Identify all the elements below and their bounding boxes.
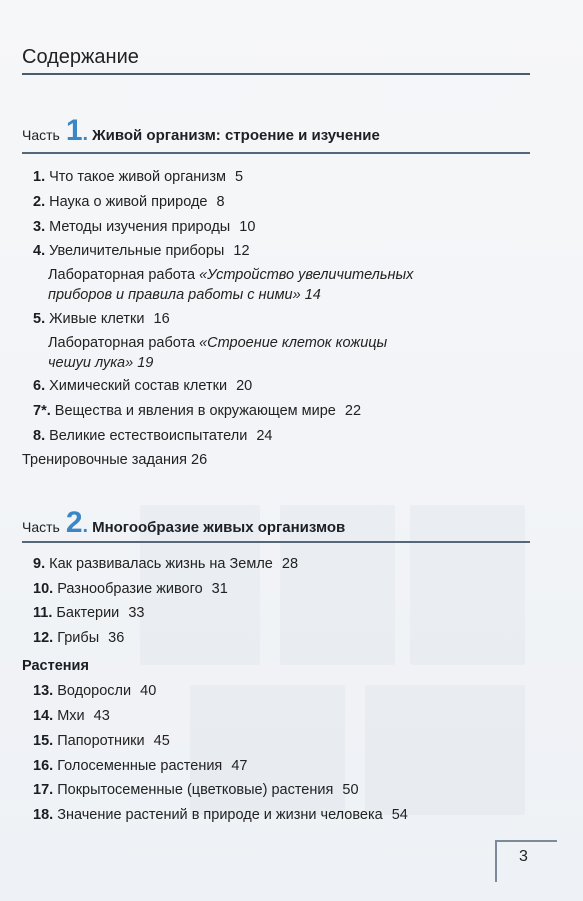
entry-page: 40 xyxy=(140,683,157,699)
entry-number: 11. xyxy=(33,605,53,621)
entry-page: 33 xyxy=(128,605,145,621)
lab-prefix: Лабораторная работа xyxy=(48,267,196,283)
entry-title: Грибы xyxy=(57,630,100,646)
part-1-heading xyxy=(22,116,380,146)
entry-page: 12 xyxy=(233,243,250,259)
lab-prefix: Лабораторная работа xyxy=(48,335,196,351)
entry-page: 10 xyxy=(239,219,256,235)
toc-entry[interactable] xyxy=(33,733,170,749)
entry-number: 7*. xyxy=(33,403,51,419)
entry-number: 16. xyxy=(33,758,54,774)
entry-number: 3. xyxy=(33,219,46,235)
part-dot: . xyxy=(82,515,89,537)
entry-title: Методы изучения природы xyxy=(49,219,231,235)
part-word: Часть xyxy=(22,519,60,535)
entry-page: 28 xyxy=(281,556,299,572)
entry-page: 8 xyxy=(216,194,225,210)
part-title: Многообразие живых организмов xyxy=(92,519,346,536)
part-word: Часть xyxy=(22,127,60,143)
part-2-heading xyxy=(22,508,345,538)
entry-number: 14. xyxy=(33,708,54,724)
entry-title: Голосеменные растения xyxy=(57,758,223,774)
entry-number: 5. xyxy=(33,311,46,327)
toc-entry[interactable] xyxy=(33,169,243,185)
entry-number: 18. xyxy=(33,807,54,823)
entry-title: Мхи xyxy=(57,708,85,724)
toc-entry[interactable] xyxy=(33,782,359,798)
entry-number: 1. xyxy=(33,169,46,185)
entry-title: Химический состав клетки xyxy=(49,378,228,394)
toc-entry[interactable] xyxy=(33,708,110,724)
part-dot: . xyxy=(82,123,89,145)
part-number: 1 xyxy=(65,114,83,147)
toc-entry[interactable] xyxy=(33,243,250,259)
toc-entry[interactable] xyxy=(33,605,144,621)
entry-title: Значение растений в природе и жизни человека xyxy=(57,807,383,823)
toc-entry[interactable] xyxy=(33,556,298,572)
entry-number: 13. xyxy=(33,683,54,699)
entry-number: 2. xyxy=(33,194,46,210)
bleed-through-shape xyxy=(410,505,525,665)
entry-page: 45 xyxy=(153,733,170,749)
entry-title: Разнообразие живого xyxy=(57,581,203,597)
entry-title: Покрытосеменные (цветковые) растения xyxy=(57,782,334,798)
toc-entry[interactable] xyxy=(33,428,272,444)
toc-entry[interactable] xyxy=(33,758,247,774)
entry-title: Папоротники xyxy=(57,733,145,749)
entry-page: 20 xyxy=(236,378,253,394)
entry-title: Великие естествоиспытатели xyxy=(49,428,248,444)
entry-number: 10. xyxy=(33,581,54,597)
entry-title: Тренировочные задания xyxy=(22,452,187,468)
entry-page: 24 xyxy=(256,428,273,444)
entry-page: 43 xyxy=(93,708,110,724)
entry-title: Водоросли xyxy=(57,683,132,699)
entry-title: Бактерии xyxy=(56,605,120,621)
entry-page: 5 xyxy=(235,169,244,185)
part-number: 2 xyxy=(65,506,83,539)
toc-entry[interactable] xyxy=(33,683,156,699)
entry-number: 9. xyxy=(33,556,46,572)
entry-number: 8. xyxy=(33,428,46,444)
lab-title-line-1: «Строение клеток кожицы xyxy=(199,335,388,351)
lab-title-line-2: приборов и правила работы с ними» xyxy=(48,287,301,303)
toc-entry[interactable] xyxy=(33,194,225,210)
entry-number: 15. xyxy=(33,733,54,749)
entry-number: 12. xyxy=(33,630,54,646)
entry-title: Наука о живой природе xyxy=(49,194,208,210)
lab-title-line-1: «Устройство увеличительных xyxy=(199,267,414,283)
bleed-through-shape xyxy=(365,685,525,815)
page-title: Содержание xyxy=(22,46,139,68)
part-1-divider xyxy=(22,152,530,154)
entry-page: 47 xyxy=(231,758,248,774)
lab-work-entry[interactable] xyxy=(48,265,413,305)
toc-entry[interactable] xyxy=(33,630,124,646)
entry-title: Увеличительные приборы xyxy=(49,243,225,259)
entry-title: Что такое живой организм xyxy=(49,169,226,185)
toc-entry[interactable] xyxy=(33,219,255,235)
toc-entry[interactable] xyxy=(33,581,228,597)
entry-title: Как развивалась жизнь на Земле xyxy=(49,556,273,572)
page-number: 3 xyxy=(519,848,528,865)
lab-title-line-2: чешуи лука» xyxy=(48,355,134,371)
entry-page: 26 xyxy=(191,452,208,468)
toc-entry[interactable] xyxy=(33,311,170,327)
entry-page: 22 xyxy=(344,403,362,419)
entry-page: 14 xyxy=(304,287,321,303)
entry-number: 4. xyxy=(33,243,46,259)
entry-number: 17. xyxy=(33,782,54,798)
entry-number: 6. xyxy=(33,378,46,394)
lab-work-entry[interactable] xyxy=(48,333,387,373)
entry-page: 50 xyxy=(342,782,359,798)
entry-page: 54 xyxy=(391,807,408,823)
entry-page: 16 xyxy=(153,311,170,327)
entry-page: 31 xyxy=(211,581,228,597)
part-title: Живой организм: строение и изучение xyxy=(92,127,380,144)
title-divider xyxy=(22,73,530,75)
toc-entry-training[interactable] xyxy=(22,452,207,468)
entry-page: 36 xyxy=(108,630,125,646)
part-2-divider xyxy=(22,541,530,543)
entry-title: Живые клетки xyxy=(49,311,145,327)
section-heading-plants: Растения xyxy=(22,658,89,674)
entry-title: Вещества и явления в окружающем мире xyxy=(54,403,336,419)
entry-page: 19 xyxy=(137,355,154,371)
toc-entry[interactable] xyxy=(33,378,252,394)
toc-entry[interactable] xyxy=(33,807,408,823)
toc-entry[interactable] xyxy=(33,403,361,419)
